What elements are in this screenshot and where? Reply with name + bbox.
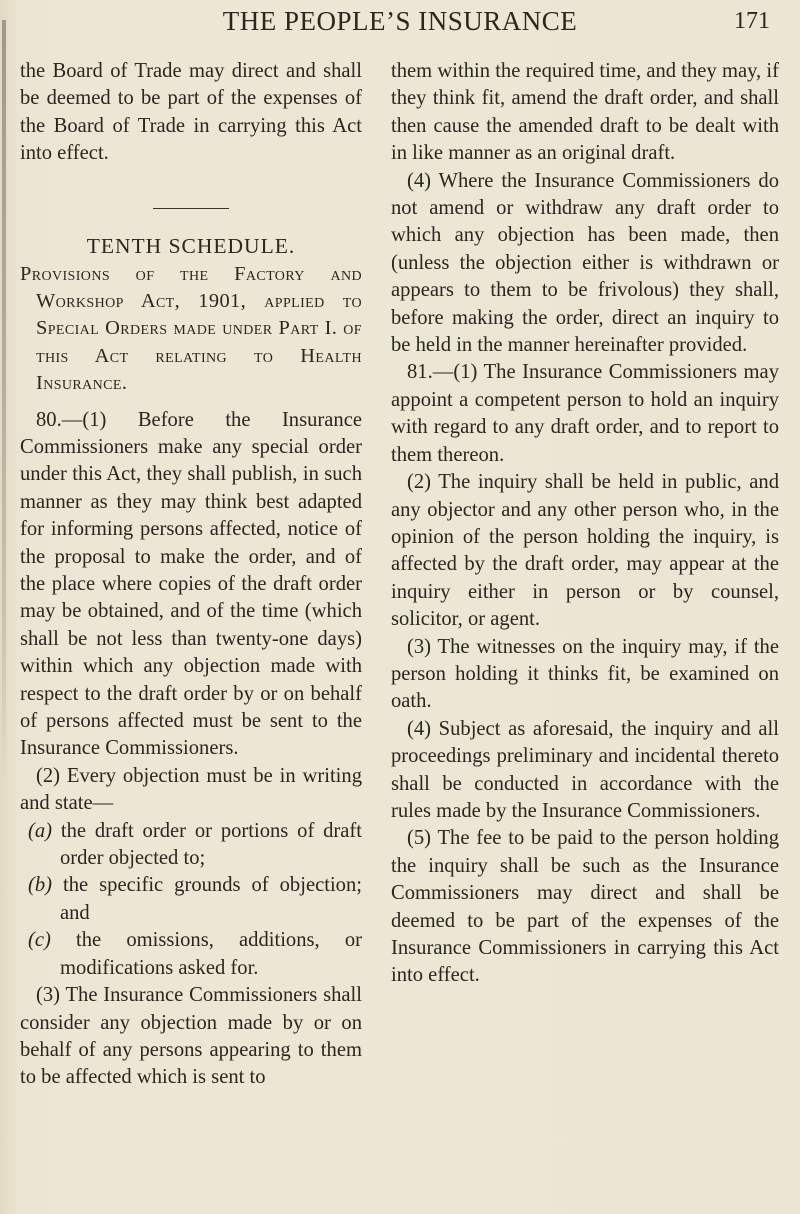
paragraph-80-3-start: (3) The Insurance Commissioners shall consider any objection made by or on behalf of any persons appearing to them to be affected which is sent to <box>20 984 362 1089</box>
continuation-paragraph: the Board of Trade may direct and shall be deemed to be part of the expenses of the Board of Trade in carrying this Act into effect. <box>20 60 362 165</box>
list-item-label: (c) <box>28 929 51 952</box>
list-item-b <box>20 872 362 927</box>
paragraph-81-5: (5) The fee to be paid to the person holding the inquiry shall be such as the Insurance Commissioners may direct and shall be deemed to be part of the expenses of the Insurance Commissioners in carrying this Act into effect. <box>391 827 779 987</box>
section-rule <box>153 208 229 210</box>
paragraph-81-2: (2) The inquiry shall be held in public, and any objector and any other person who, in the opinion of the person holding the inquiry, is affected by the draft order, may appear at the inquiry either in person or by counsel, solicitor, or agent. <box>391 471 779 631</box>
list-item-a <box>20 818 362 873</box>
schedule-heading: TENTH SCHEDULE. <box>86 234 296 259</box>
paragraph-81-1: 81.—(1) The Insurance Commissioners may appoint a competent person to hold an inquiry with regard to any draft order, and to report to them thereon. <box>391 361 779 466</box>
list-item-text: the omissions, additions, or modifications asked for. <box>60 929 362 979</box>
paragraph-81-4: (4) Subject as aforesaid, the inquiry and all proceedings preliminary and incidental thereto shall be conducted in accordance with the rules made by the Insurance Commissioners. <box>391 717 779 822</box>
page-number: 171 <box>734 8 770 34</box>
paragraph-80-1: 80.—(1) Before the Insurance Commissioners make any special order under this Act, they shall publish, in such manner as they may think best adapted for informing persons affected, notice of the proposal to make the order, and of the place where copies of the draft order may be obtained, and of the time (which shall be not less than twenty-one days) within which any objection made with respect to the draft order by or on behalf of persons affected must be sent to the Insurance Commissioners. <box>20 408 362 760</box>
list-item-label: (b) <box>28 874 53 897</box>
running-head <box>0 6 800 40</box>
list-item-text: the draft order or portions of draft order objected to; <box>60 819 363 870</box>
paragraph-80-4: (4) Where the Insurance Commissioners do not amend or withdraw any draft order to which any objection has been made, then (unless the objection either is withdrawn or appears to them to be frivolous) they shall, before making the order, direct an inquiry to be held in the manner hereinafter provided. <box>391 169 779 357</box>
schedule-description: Provisions of the Factory and Workshop Act, 1901, applied to Special Orders made under Part I. of this Act relating to Health Insurance. <box>20 262 362 395</box>
left-column <box>20 58 362 1092</box>
binding-gutter <box>2 20 6 780</box>
paragraph-81-3: (3) The witnesses on the inquiry may, if the person holding it thinks fit, be examined on oath. <box>391 635 779 713</box>
paragraph-80-3-continued: them within the required time, and they may, if they think fit, amend the draft order, and shall then cause the amended draft to be dealt with in like manner as an original draft. <box>391 60 779 165</box>
list-item-text: the specific grounds of objection; and <box>60 874 362 924</box>
running-head-title: THE PEOPLE’S INSURANCE <box>222 6 578 36</box>
list-item-label: (a) <box>28 819 53 842</box>
paragraph-80-2: (2) Every objection must be in writing and state— <box>20 764 362 815</box>
right-column <box>391 58 779 990</box>
list-item-c <box>20 927 362 982</box>
